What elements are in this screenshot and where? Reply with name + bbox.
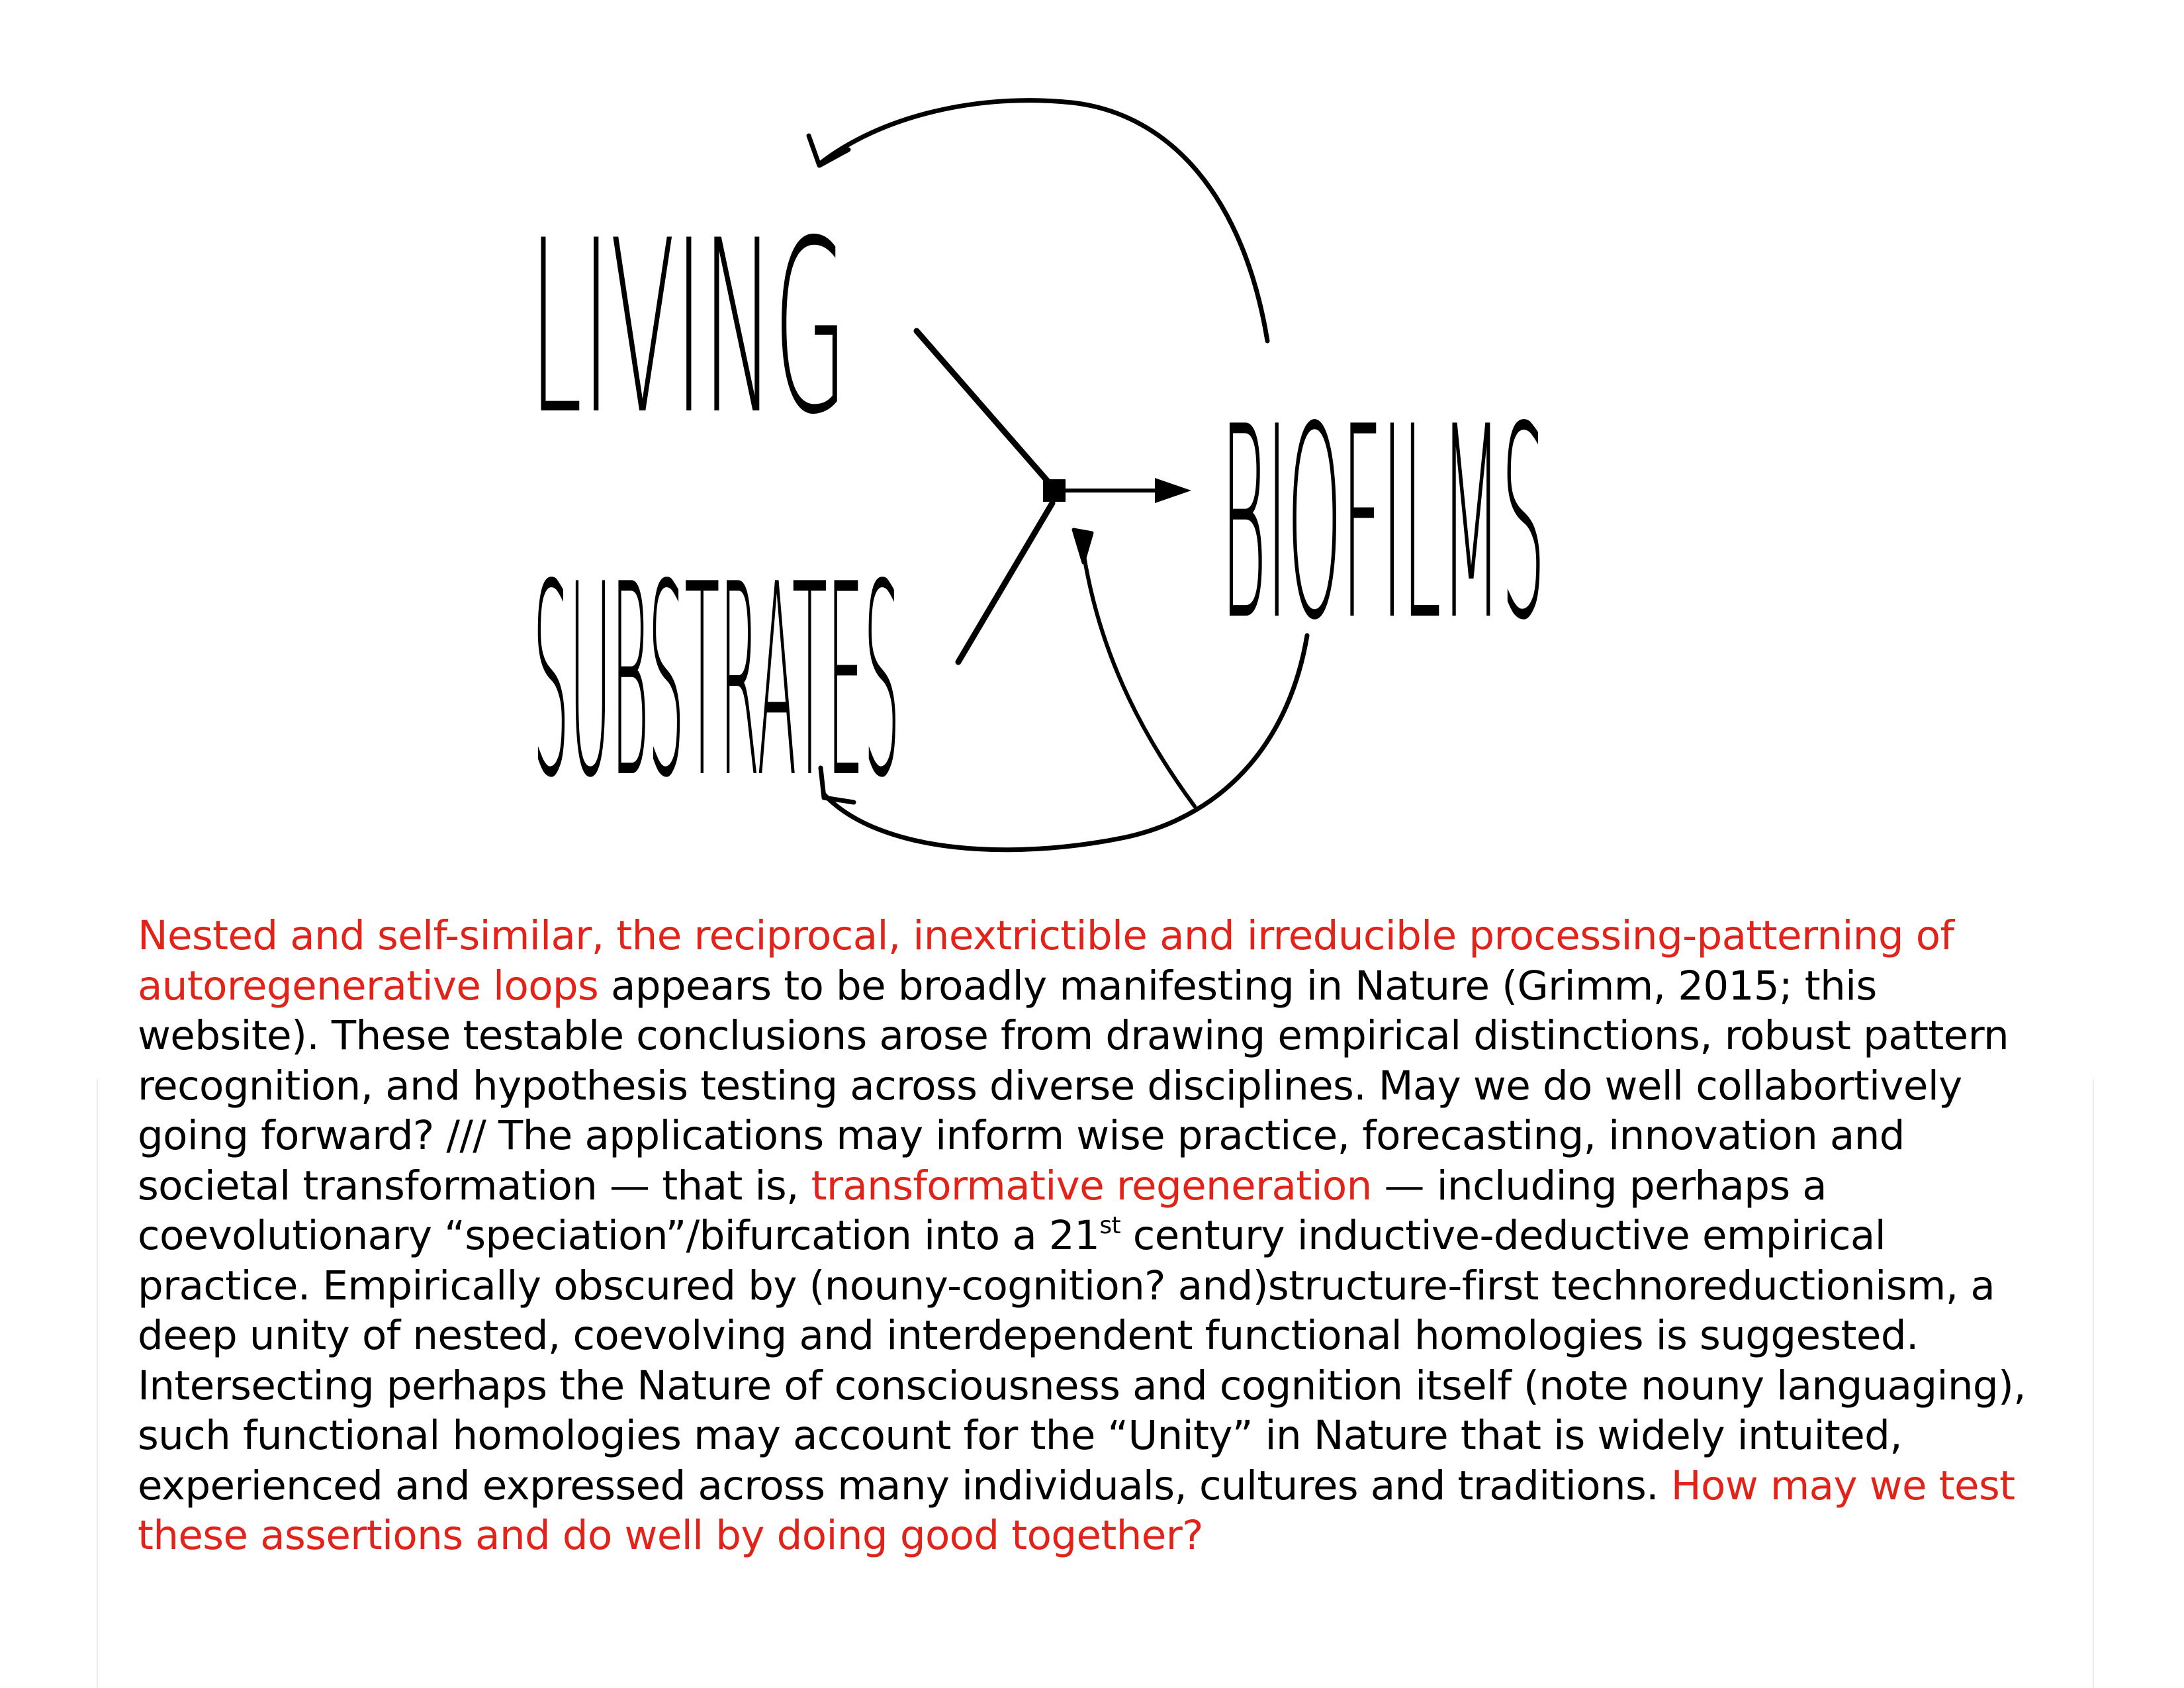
text-segment: experienced and expressed across many individuals, cultures and traditions. — [138, 1462, 1671, 1509]
text-line-9: deep unity of nested, coevolving and interdependent functional homologies is suggested. — [138, 1312, 1919, 1359]
highlight-loops: autoregenerative loops — [138, 962, 599, 1009]
text-line-4: recognition, and hypothesis testing across diverse disciplines. May we do well collabortively — [138, 1062, 1962, 1109]
inner-return-arrowhead — [1073, 530, 1092, 563]
text-line-13 — [138, 1511, 2097, 1561]
text-segment: appears to be broadly manifesting in Nature (Grimm, 2015; this — [598, 962, 1877, 1009]
convergence-node — [1043, 479, 1066, 502]
substrates-input-line — [958, 503, 1052, 662]
text-segment: coevolutionary “speciation”/bifurcation into a 21 — [138, 1212, 1100, 1259]
text-segment: — including perhaps a — [1371, 1162, 1827, 1209]
text-line-10: Intersecting perhaps the Nature of consciousness and cognition itself (note nouny languaging), — [138, 1362, 2026, 1409]
text-segment: societal transformation — that is, — [138, 1162, 811, 1209]
highlight-question-start: How may we test — [1670, 1462, 2015, 1509]
description-paragraph — [138, 911, 2097, 1561]
card-left-edge — [97, 1079, 98, 1688]
inner-return-arrow — [1082, 543, 1195, 806]
label-substrates: SUBSTRATES — [533, 528, 900, 836]
text-segment: century inductive-deductive empirical — [1120, 1212, 1886, 1259]
highlight-regeneration: transformative regeneration — [811, 1162, 1372, 1209]
text-line-6 — [138, 1161, 2097, 1211]
label-biofilms: BIOFILMS — [1221, 371, 1545, 679]
biofilms-output-arrowhead — [1155, 478, 1191, 503]
living-input-line — [917, 331, 1052, 487]
top-loop-arrowhead — [809, 136, 848, 165]
label-living: LIVING — [529, 189, 847, 467]
text-line-11: such functional homologies may account for the “Unity” in Nature that is widely intuited, — [138, 1412, 1903, 1459]
text-line-5: going forward? /// The applications may inform wise practice, forecasting, innovation and — [138, 1112, 1905, 1159]
text-line-12 — [138, 1461, 2097, 1511]
superscript-st: st — [1099, 1212, 1120, 1239]
text-line-2 — [138, 961, 2097, 1011]
text-line-1 — [138, 911, 2097, 961]
top-loop-arc — [819, 101, 1267, 341]
text-line-7 — [138, 1211, 2097, 1261]
text-line-8: practice. Empirically obscured by (nouny-cognition? and)structure-first technoreductionism, a — [138, 1262, 1995, 1309]
text-line-3: website). These testable conclusions arose from drawing empirical distinctions, robust pattern — [138, 1012, 2009, 1059]
highlight-question-end: these assertions and do well by doing good together? — [138, 1512, 1203, 1559]
highlight-intro: Nested and self-similar, the reciprocal, inextrictible and irreducible processing-patterning of — [138, 912, 1954, 959]
